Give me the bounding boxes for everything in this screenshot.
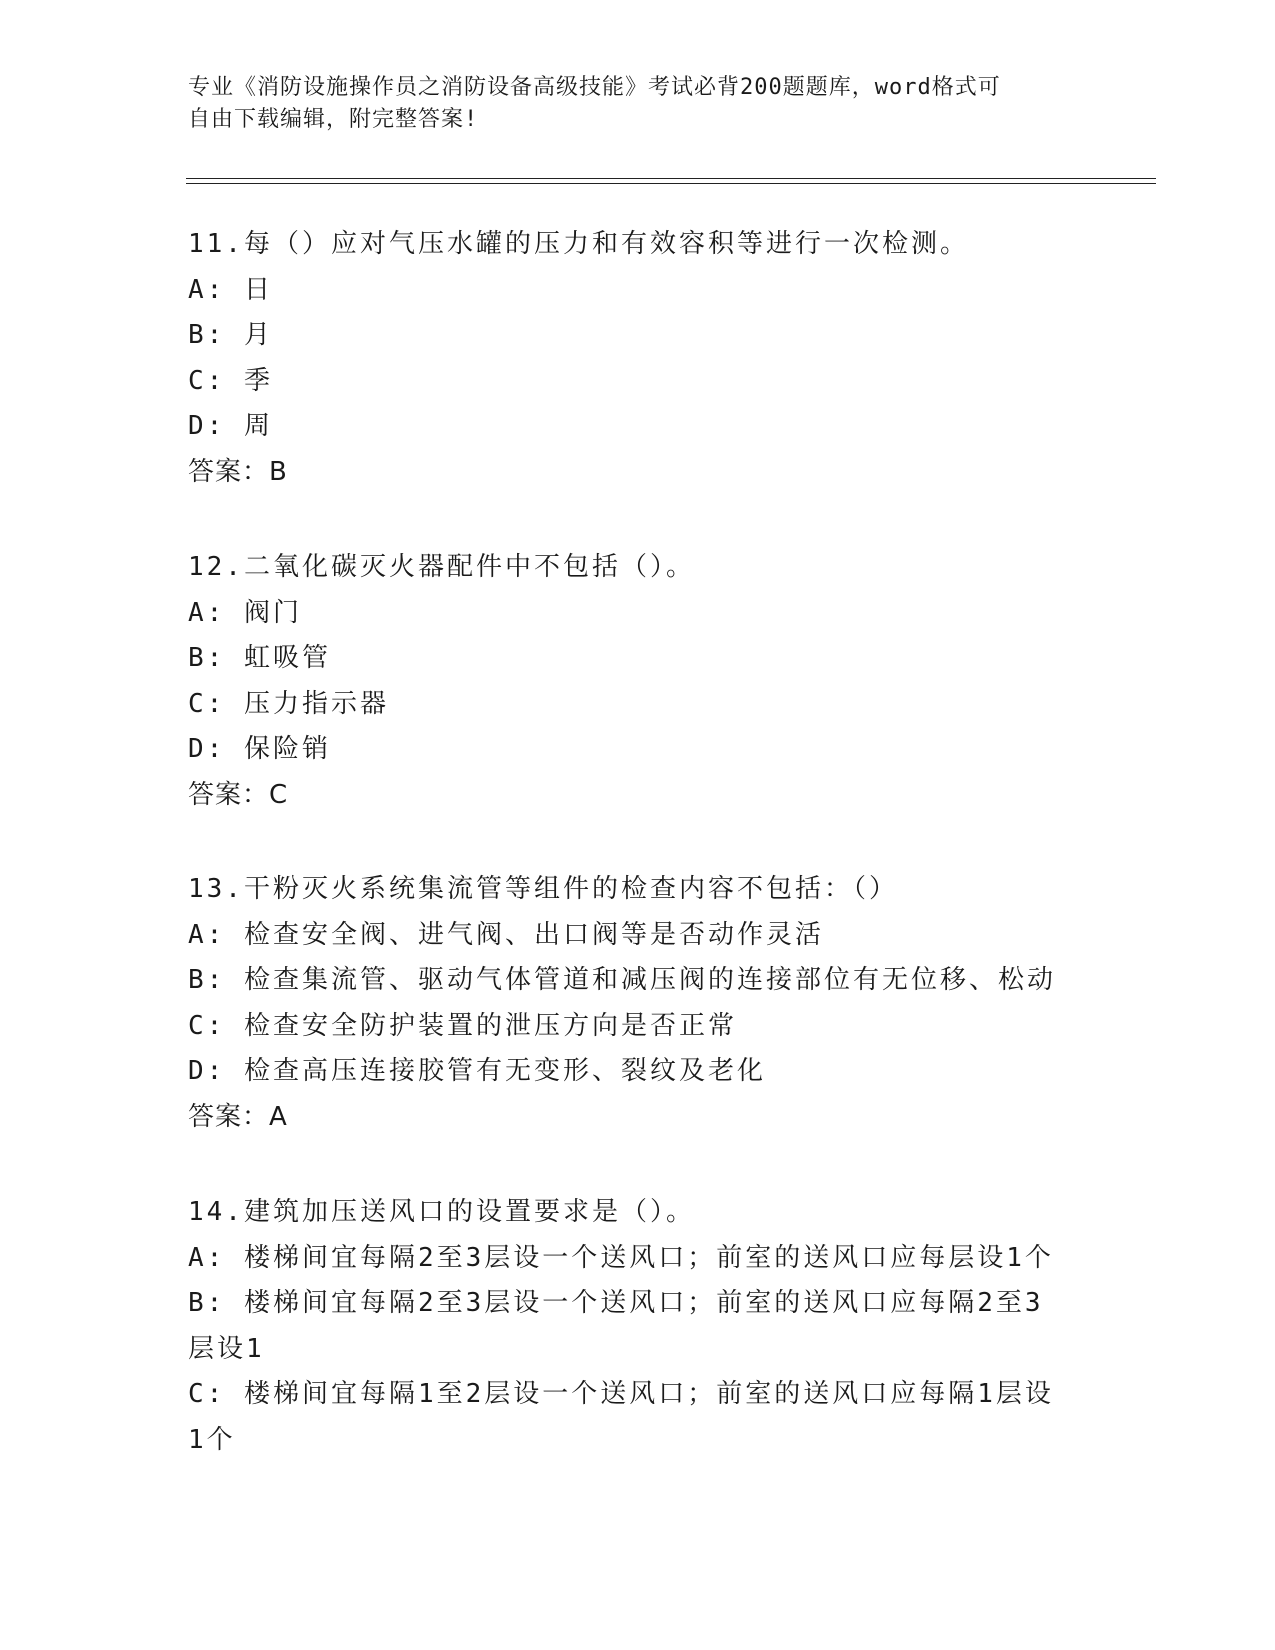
option-b: B: 检查集流管、驱动气体管道和减压阀的连接部位有无位移、松动 bbox=[188, 965, 1056, 995]
option-b: B: 月 bbox=[188, 320, 273, 350]
option-c-continued: 1个 bbox=[188, 1424, 236, 1455]
option-a: A: 日 bbox=[188, 274, 273, 305]
header-line-2: 自由下载编辑，附完整答案! bbox=[188, 107, 479, 132]
option-a: A: 阀门 bbox=[188, 597, 302, 628]
answer-label: 答案：B bbox=[188, 456, 288, 487]
document-header bbox=[188, 72, 1088, 136]
option-a: A: 检查安全阀、进气阀、出口阀等是否动作灵活 bbox=[188, 919, 824, 950]
header-divider-bottom bbox=[186, 183, 1156, 184]
answer-label: 答案：A bbox=[188, 1101, 288, 1132]
question-14 bbox=[188, 1190, 1088, 1463]
option-c: C: 压力指示器 bbox=[188, 688, 389, 719]
question-11 bbox=[188, 222, 1088, 495]
option-c: C: 检查安全防护装置的泄压方向是否正常 bbox=[188, 1010, 737, 1041]
question-stem: 12.二氧化碳灭火器配件中不包括（）。 bbox=[188, 552, 695, 582]
option-c: C: 楼梯间宜每隔1至2层设一个送风口；前室的送风口应每隔1层设 bbox=[188, 1379, 1054, 1409]
question-13 bbox=[188, 867, 1088, 1140]
option-b: B: 楼梯间宜每隔2至3层设一个送风口；前室的送风口应每隔2至3 bbox=[188, 1288, 1044, 1318]
question-stem: 14.建筑加压送风口的设置要求是（）。 bbox=[188, 1197, 695, 1227]
option-b: B: 虹吸管 bbox=[188, 643, 331, 673]
header-divider-top bbox=[186, 178, 1156, 179]
header-line-1: 专业《消防设施操作员之消防设备高级技能》考试必背200题题库，word格式可 bbox=[188, 75, 1001, 100]
question-stem: 11.每（）应对气压水罐的压力和有效容积等进行一次检测。 bbox=[188, 229, 969, 259]
option-a: A: 楼梯间宜每隔2至3层设一个送风口；前室的送风口应每层设1个 bbox=[188, 1242, 1054, 1273]
question-stem: 13.干粉灭火系统集流管等组件的检查内容不包括：（） bbox=[188, 874, 898, 904]
option-c: C: 季 bbox=[188, 365, 273, 396]
question-12 bbox=[188, 545, 1088, 818]
option-d: D: 保险销 bbox=[188, 734, 331, 764]
answer-label: 答案：C bbox=[188, 779, 289, 810]
option-d: D: 检查高压连接胶管有无变形、裂纹及老化 bbox=[188, 1056, 766, 1086]
option-d: D: 周 bbox=[188, 411, 273, 441]
option-b-continued: 层设1 bbox=[188, 1333, 265, 1364]
